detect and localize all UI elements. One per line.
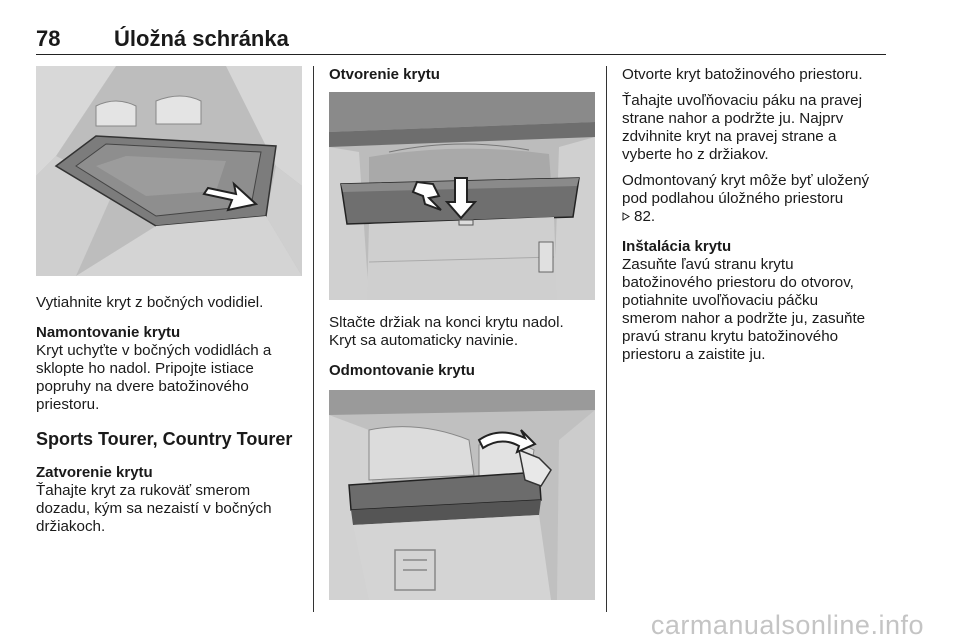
install-step-line-2: batožinového priestoru do otvorov, bbox=[622, 274, 854, 291]
storage-note-line-1: Odmontovaný kryt môže byť uložený bbox=[622, 172, 870, 189]
install-step-line-6: priestoru a zaistite ju. bbox=[622, 346, 766, 363]
install-cover-line-4: priestoru. bbox=[36, 396, 100, 413]
page-reference[interactable]: 82. bbox=[634, 208, 656, 225]
column-2 bbox=[329, 66, 595, 600]
open-cover-line-1: Sltačte držiak na konci krytu nadol. bbox=[329, 314, 564, 331]
install-cover-heading-2: Inštalácia krytu bbox=[622, 238, 732, 255]
step-lever-line-3: zdvihnite kryt na pravej strane a bbox=[622, 128, 837, 145]
remove-cover-heading: Odmontovanie krytu bbox=[329, 362, 475, 379]
section-title: Sports Tourer, Country Tourer bbox=[36, 429, 293, 449]
close-cover-heading: Zatvorenie krytu bbox=[36, 464, 153, 481]
storage-note-line-3 bbox=[622, 208, 888, 226]
page-number: 78 bbox=[36, 26, 61, 51]
install-step-line-3: potiahnite uvoľňovaciu páčku bbox=[622, 292, 819, 309]
install-step-line-5: pravú stranu krytu batožinového bbox=[622, 328, 839, 345]
column-3 bbox=[622, 66, 888, 364]
install-cover-heading: Namontovanie krytu bbox=[36, 324, 181, 341]
watermark: carmanualsonline.info bbox=[650, 610, 924, 640]
illustration-load-cover-removal bbox=[36, 66, 302, 276]
open-cover-line-2: Kryt sa automaticky navinie. bbox=[329, 332, 519, 349]
caption-pull-cover: Vytiahnite kryt z bočných vodidiel. bbox=[36, 294, 264, 311]
chapter-title: Úložná schránka bbox=[114, 26, 289, 51]
install-step-line-4: smerom nahor a podržte ju, zasuňte bbox=[622, 310, 866, 327]
storage-note-line-2: pod podlahou úložného priestoru bbox=[622, 190, 844, 207]
install-cover-line-2: sklopte ho nadol. Pripojte istiace bbox=[36, 360, 254, 377]
step-lever-line-1: Ťahajte uvoľňovaciu páku na pravej bbox=[622, 92, 862, 109]
step-open-trunk: Otvorte kryt batožinového priestoru. bbox=[622, 66, 863, 83]
install-cover-line-1: Kryt uchyťte v bočných vodidlách a bbox=[36, 342, 272, 359]
install-step-line-1: Zasuňte ľavú stranu krytu bbox=[622, 256, 794, 273]
close-cover-line-2: dozadu, kým sa nezaistí v bočných bbox=[36, 500, 272, 517]
install-cover-line-3: popruhy na dvere batožinového bbox=[36, 378, 249, 395]
column-1 bbox=[36, 66, 302, 536]
column-divider-1 bbox=[313, 66, 314, 612]
column-divider-2 bbox=[606, 66, 607, 612]
open-cover-heading: Otvorenie krytu bbox=[329, 66, 440, 83]
step-lever-line-4: vyberte ho z držiakov. bbox=[622, 146, 769, 163]
page-header bbox=[36, 26, 884, 52]
illustration-remove-cover bbox=[329, 390, 595, 600]
close-cover-line-3: držiakoch. bbox=[36, 518, 106, 535]
triangle-reference-icon bbox=[622, 212, 630, 221]
close-cover-line-1: Ťahajte kryt za rukoväť smerom bbox=[36, 482, 251, 499]
header-rule bbox=[36, 54, 886, 55]
step-lever-line-2: strane nahor a podržte ju. Najprv bbox=[622, 110, 844, 127]
illustration-open-cover bbox=[329, 92, 595, 300]
